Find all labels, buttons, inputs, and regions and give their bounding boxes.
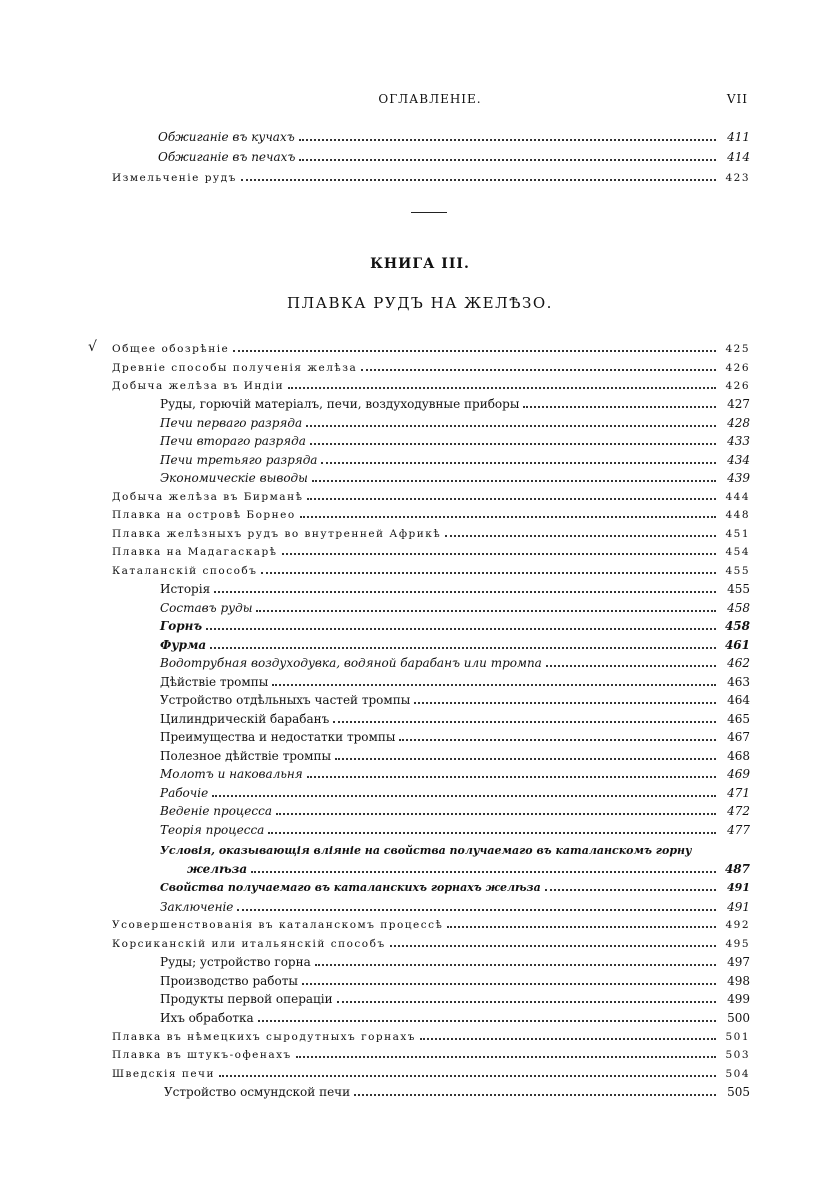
toc-entry-label: Плавка въ нѣмецкихъ сыродутныхъ горнахъ — [112, 1031, 416, 1043]
toc-entry — [160, 765, 750, 783]
toc-entry-page: 426 — [725, 362, 750, 374]
toc-entry — [160, 879, 750, 897]
toc-entry-label: Печи втораго разряда — [160, 434, 306, 448]
toc-entry-label: желѣза — [187, 862, 248, 876]
toc-entry-page: 505 — [727, 1085, 750, 1099]
toc-entry — [160, 673, 750, 691]
toc-entry — [160, 414, 750, 432]
toc-entry-page: 469 — [727, 767, 750, 781]
toc-entry-label: Заключеніе — [160, 900, 234, 914]
toc-entry-page: 491 — [727, 881, 750, 894]
leader-dots — [206, 618, 716, 630]
leader-dots — [299, 129, 716, 141]
toc-entry-label: Добыча желѣза въ Индіи — [112, 380, 285, 392]
leader-dots — [237, 899, 716, 911]
toc-entry-page: 465 — [727, 712, 750, 726]
toc-entry-page: 498 — [727, 974, 750, 988]
leader-dots — [302, 973, 716, 985]
toc-entry — [160, 990, 750, 1008]
toc-entry-label: Дѣйствіе тромпы — [160, 675, 269, 689]
toc-entry-label: Продукты первой операціи — [160, 992, 333, 1006]
leader-dots — [241, 169, 716, 181]
toc-entry-page: 497 — [727, 955, 750, 969]
leader-dots — [233, 340, 716, 352]
toc-entry-label: Руды, горючій матеріалъ, печи, воздуходувные приборы — [160, 397, 520, 411]
toc-entry-page: 461 — [724, 638, 750, 652]
toc-entry — [112, 916, 750, 934]
toc-entry — [112, 488, 750, 506]
toc-entry-page: 458 — [724, 619, 750, 633]
toc-entry-page: 471 — [727, 786, 750, 800]
leader-dots — [288, 377, 716, 389]
toc-entry-page: 414 — [727, 150, 750, 164]
toc-entry-page: 411 — [727, 130, 750, 144]
toc-entry — [112, 525, 750, 543]
leader-dots — [546, 655, 716, 667]
toc-entry-label: Печи перваго разряда — [160, 416, 303, 430]
toc-entry — [112, 169, 750, 187]
leader-dots — [307, 488, 716, 500]
toc-entry — [160, 395, 750, 413]
running-head — [110, 92, 750, 112]
section-separator — [411, 212, 447, 213]
leader-dots — [282, 543, 716, 555]
toc-entry — [158, 148, 750, 166]
toc-entry-label: Теорія процесса — [160, 823, 265, 837]
toc-entry-page: 427 — [727, 397, 750, 411]
leader-dots — [296, 1046, 716, 1058]
leader-dots — [272, 674, 716, 686]
toc-entry — [112, 377, 750, 395]
running-title: ОГЛАВЛЕНIЕ. — [378, 92, 482, 106]
toc-entry-page: 428 — [727, 416, 750, 430]
toc-entry-label: Плавка желѣзныхъ рудъ во внутренней Африкѣ — [112, 528, 442, 540]
toc-entry-label: Корсиканскій или итальянскій способъ — [112, 938, 386, 950]
leader-dots — [414, 692, 716, 704]
leader-dots — [219, 1065, 716, 1077]
toc-entry — [160, 1009, 750, 1027]
leader-dots — [307, 766, 716, 778]
book-subtitle: ПЛАВКА РУДЪ НА ЖЕЛѢЗО. — [287, 294, 553, 312]
toc-entry — [160, 432, 750, 450]
toc-entry-page: 434 — [727, 453, 750, 467]
toc-entry-page: 448 — [725, 509, 750, 521]
toc-entry-label: Плавка на Мадагаскарѣ — [112, 546, 278, 558]
leader-dots — [420, 1028, 716, 1040]
leader-dots — [299, 149, 716, 161]
toc-entry-page: 500 — [727, 1011, 750, 1025]
toc-entry-label: Устройство отдѣльныхъ частей тромпы — [160, 693, 411, 707]
toc-entry-label: Плавка на островѣ Борнео — [112, 509, 296, 521]
toc-entry-page: 501 — [725, 1031, 750, 1043]
toc-entry-page: 451 — [725, 528, 750, 540]
toc-entry — [160, 953, 750, 971]
toc-entry-multiline — [160, 842, 750, 860]
leader-dots — [276, 803, 716, 815]
toc-entry-page: 426 — [725, 380, 750, 392]
leader-dots — [523, 396, 716, 408]
toc-entry — [112, 1046, 750, 1064]
toc-entry — [112, 1065, 750, 1083]
toc-entry-label: Составъ руды — [160, 601, 253, 615]
toc-entry-label: Руды; устройство горна — [160, 955, 311, 969]
toc-entry-page: 444 — [725, 491, 750, 503]
toc-entry-label: Горнъ — [160, 619, 203, 633]
toc-entry-label: Обжиганіе въ кучахъ — [158, 130, 295, 144]
toc-entry-label: Плавка въ штукъ-офенахъ — [112, 1049, 292, 1061]
toc-entry-label: Экономическіе выводы — [160, 471, 308, 485]
leader-dots — [390, 935, 716, 947]
toc-entry — [112, 1028, 750, 1046]
toc-entry-page: 477 — [727, 823, 750, 837]
toc-entry-label: Добыча желѣза въ Бирманѣ — [112, 491, 304, 503]
leader-dots — [333, 711, 716, 723]
toc-entry-page: 455 — [725, 565, 750, 577]
leader-dots — [445, 525, 716, 537]
toc-entry-label: Условія, оказывающія вліяніе на свойства получаемаго въ каталанскомъ горну — [160, 844, 692, 857]
leader-dots — [306, 415, 716, 427]
toc-entry-label: Фурма — [160, 638, 207, 652]
toc-entry — [160, 898, 750, 916]
toc-entry — [160, 599, 750, 617]
toc-entry-label: Молотъ и наковальня — [160, 767, 303, 781]
toc-entry — [112, 543, 750, 561]
toc-entry-page: 495 — [725, 938, 750, 950]
toc-entry-label: Шведскія печи — [112, 1068, 215, 1080]
toc-entry — [160, 580, 750, 598]
toc-entry-page: 503 — [725, 1049, 750, 1061]
leader-dots — [545, 879, 716, 891]
toc-entry-label: Веденіе процесса — [160, 804, 272, 818]
toc-entry-label: Исторія — [160, 582, 211, 596]
leader-dots — [251, 861, 716, 873]
toc-entry — [160, 710, 750, 728]
leader-dots — [300, 506, 716, 518]
toc-entry — [160, 784, 750, 802]
leader-dots — [214, 581, 716, 593]
toc-entry — [160, 617, 750, 635]
toc-entry — [160, 972, 750, 990]
toc-entry-page: 463 — [727, 675, 750, 689]
toc-entry-label: Печи третьяго разряда — [160, 453, 318, 467]
toc-entry-page: 504 — [725, 1068, 750, 1080]
toc-entry-page: 499 — [727, 992, 750, 1006]
toc-entry-continuation — [187, 860, 750, 878]
toc-entry — [112, 562, 750, 580]
leader-dots — [315, 954, 716, 966]
leader-dots — [210, 637, 716, 649]
toc-entry-page: 487 — [724, 862, 750, 876]
leader-dots — [321, 452, 716, 464]
toc-entry — [112, 506, 750, 524]
margin-check-mark: √ — [88, 339, 97, 355]
leader-dots — [447, 916, 716, 928]
toc-entry-label: Рабочіе — [160, 786, 209, 800]
toc-entry-label: Измельченіе рудъ — [112, 172, 237, 184]
toc-entry-page: 439 — [727, 471, 750, 485]
leader-dots — [335, 748, 716, 760]
leader-dots — [354, 1084, 716, 1096]
book-title: КНИГА III. — [370, 256, 470, 272]
toc-entry-page: 454 — [725, 546, 750, 558]
toc-entry-label: Производство работы — [160, 974, 298, 988]
toc-entry — [164, 1083, 750, 1101]
toc-entry-page: 468 — [727, 749, 750, 763]
toc-entry-label: Свойства получаемаго въ каталанскихъ горнахъ желѣза — [160, 881, 541, 894]
toc-entry-page: 433 — [727, 434, 750, 448]
toc-entry-page: 458 — [727, 601, 750, 615]
toc-entry-page: 492 — [725, 919, 750, 931]
toc-entry-page: 423 — [725, 172, 750, 184]
toc-entry-label: Усовершенствованія въ каталанскомъ процессѣ — [112, 919, 444, 931]
toc-entry — [158, 128, 750, 146]
toc-entry-label: Общее обозрѣніе — [112, 343, 230, 355]
leader-dots — [361, 359, 716, 371]
toc-entry-label: Обжиганіе въ печахъ — [158, 150, 296, 164]
leader-dots — [268, 822, 716, 834]
toc-entry — [160, 728, 750, 746]
toc-entry — [160, 747, 750, 765]
toc-entry — [112, 340, 750, 358]
toc-entry-page: 472 — [727, 804, 750, 818]
toc-entry-page: 491 — [727, 900, 750, 914]
toc-entry — [160, 821, 750, 839]
leader-dots — [310, 433, 716, 445]
toc-entry — [160, 469, 750, 487]
toc-entry-label: Устройство осмундской печи — [164, 1085, 351, 1099]
toc-entry-label: Полезное дѣйствіе тромпы — [160, 749, 332, 763]
toc-entry — [160, 691, 750, 709]
toc-entry-label: Древніе способы полученія желѣза — [112, 362, 358, 374]
toc-entry — [160, 654, 750, 672]
leader-dots — [399, 729, 716, 741]
toc-entry-page: 464 — [727, 693, 750, 707]
running-page-number: VII — [726, 92, 748, 106]
toc-entry-label: Водотрубная воздуходувка, водяной барабанъ или тромпа — [160, 656, 542, 670]
toc-entry-label: Цилиндрическій барабанъ — [160, 712, 330, 726]
toc-entry — [160, 636, 750, 654]
toc-entry-label: Преимущества и недостатки тромпы — [160, 730, 396, 744]
toc-entry-label: Ихъ обработка — [160, 1011, 254, 1025]
leader-dots — [212, 785, 716, 797]
toc-entry — [112, 935, 750, 953]
leader-dots — [337, 991, 716, 1003]
toc-entry-page: 467 — [727, 730, 750, 744]
leader-dots — [312, 470, 716, 482]
toc-entry-page: 425 — [725, 343, 750, 355]
leader-dots — [256, 600, 716, 612]
leader-dots — [261, 562, 716, 574]
toc-entry-page: 455 — [727, 582, 750, 596]
toc-entry — [160, 802, 750, 820]
toc-entry — [112, 359, 750, 377]
toc-entry — [160, 451, 750, 469]
leader-dots — [258, 1010, 716, 1022]
toc-entry-page: 462 — [727, 656, 750, 670]
toc-entry-label: Каталанскій способъ — [112, 565, 258, 577]
